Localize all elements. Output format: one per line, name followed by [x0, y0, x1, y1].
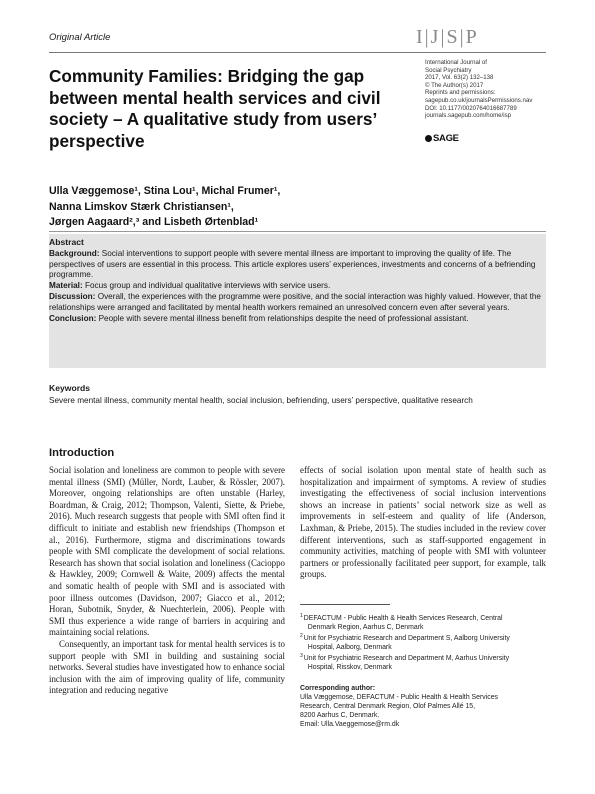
footnote-item	[300, 614, 546, 632]
footnote-divider	[300, 604, 390, 605]
sage-s-icon	[425, 135, 432, 142]
abstract-divider	[49, 231, 546, 232]
journal-home-link[interactable]: journals.sagepub.com/home/isp	[425, 112, 512, 120]
abstract-text: Focus group and individual qualitative interviews with service users.	[82, 281, 331, 291]
pubinfo-link[interactable]: sagepub.co.uk/journalsPermissions.nav	[425, 96, 533, 104]
corresponding-author-line: Research, Central Denmark Region, Olof Palmes Allé 15,	[300, 703, 476, 710]
publisher-logo	[425, 133, 459, 144]
abstract-heading: Abstract	[49, 237, 84, 247]
abstract-conclusion	[49, 314, 546, 325]
footnote-number: 2	[300, 633, 303, 639]
affiliation-footnotes	[300, 614, 546, 674]
author-list	[49, 184, 449, 231]
pubinfo-line: © The Author(s) 2017	[425, 81, 484, 89]
footnote-line: Hospital, Aalborg, Denmark	[307, 644, 392, 651]
author-line: Jørgen Aagaard²,³ and Lisbeth Ørtenblad¹	[49, 216, 259, 229]
footnote-line: DEFACTUM - Public Health & Health Services Research, Central	[303, 615, 503, 622]
abstract-label: Discussion:	[49, 291, 96, 301]
abstract-text: Social interventions to support people with severe mental illness are important to improving the quality of life. The perspectives of users are essential in this process. This article explores users’ experiences, investments and concerns of a befriending programme.	[49, 248, 536, 280]
article-type-label: Original Article	[49, 32, 111, 43]
pubinfo-line: 2017, Vol. 63(2) 132–138	[425, 74, 494, 82]
doi-link[interactable]: DOI: 10.1177/0020764016687789	[425, 104, 517, 112]
corresponding-author-line: 8200 Aarhus C, Denmark.	[300, 712, 380, 719]
keywords-heading: Keywords	[49, 383, 91, 393]
abstract-material	[49, 281, 546, 292]
corresponding-author	[300, 684, 546, 729]
body-paragraph: Consequently, an important task for mental health services is to support people with SMI in building and sustaining social networks. Several studies have investigated how to enhance social inclusion with the aim of improving quality of life, community integration and reducing negative	[49, 638, 285, 696]
author-line: Ulla Væggemose¹, Stina Lou¹, Michal Frumer¹,	[49, 185, 281, 197]
header-divider	[49, 52, 546, 53]
publication-info	[425, 59, 585, 120]
publisher-logo-text: SAGE	[433, 133, 459, 144]
footnote-line: Hospital, Risskov, Denmark	[307, 664, 392, 671]
pubinfo-line: Social Psychiatry	[425, 66, 472, 74]
abstract-box	[49, 234, 546, 368]
corresponding-author-heading: Corresponding author:	[300, 685, 376, 692]
introduction-heading: Introduction	[49, 447, 115, 459]
footnote-number: 1	[300, 613, 303, 619]
abstract-label: Material:	[49, 281, 83, 291]
corresponding-author-line: Ulla Væggemose, DEFACTUM - Public Health & Health Services	[300, 694, 498, 701]
abstract-text: Overall, the experiences with the programme were positive, and the social interaction was highly valued. However, that the relationships were arranged and facilitated by mental health workers remained an unresolved concern even after several years.	[49, 291, 541, 312]
body-column-left	[49, 465, 285, 697]
footnote-number: 3	[300, 653, 303, 659]
article-title: Community Families: Bridging the gap between mental health services and civil society – A qualitative study from users’ perspective	[49, 66, 381, 151]
abstract-text: People with severe mental illness benefit from relationships despite the need of professional assistant.	[96, 313, 469, 323]
pubinfo-line: International Journal of	[425, 59, 487, 66]
body-column-right	[300, 465, 546, 581]
footnote-item	[300, 654, 546, 672]
author-line: Nanna Limskov Stærk Christiansen¹,	[49, 200, 234, 213]
abstract-label: Background:	[49, 248, 100, 258]
abstract-discussion	[49, 292, 546, 314]
footnote-line: Unit for Psychiatric Research and Department S, Aalborg University	[303, 635, 510, 642]
body-paragraph: Social isolation and loneliness are common to people with severe mental illness (SMI) (Müller, Nordt, Lauber, & Rössler, 2007). Moreover, ongoing relationships are often unstable (Harley, Boardman, & Craig, 2012; Thompson, Valenti, Siette, & Priebe, 2016). Much research suggests that people with SMI often find it difficult to initiate and establish new friendships (Thompson et al., 2016). Furthermore, stigma and discriminations towards people with SMI complicate the development of social relations. Research has shown that social isolation and loneliness (Cacioppo & Hawkley, 2009; Cornwell & Waite, 2009) affects the mental and somatic health of people with SMI and is associated with poor illness outcomes (Davidson, 2007; Giacco et al., 2012; Horan, Subotnik, Snyder, & Nuechterlein, 2006). People with SMI thus experience a wide range of barriers in acquiring and maintaining social relations.	[49, 465, 285, 638]
footnote-item	[300, 634, 546, 652]
footnote-line: Unit for Psychiatric Research and Department M, Aarhus University	[303, 655, 510, 662]
pubinfo-line: Reprints and permissions:	[425, 89, 496, 97]
footnote-line: Denmark Region, Aarhus C, Denmark	[307, 624, 424, 631]
abstract-label: Conclusion:	[49, 313, 97, 323]
abstract-background	[49, 249, 546, 281]
journal-logo: I|J|S|P	[416, 26, 479, 48]
keywords-text: Severe mental illness, community mental health, social inclusion, befriending, users’ perspective, qualitative research	[49, 396, 473, 405]
corresponding-author-email[interactable]: Email: Ulla.Vaeggemose@rm.dk	[300, 721, 400, 728]
body-paragraph: effects of social isolation upon mental state of health such as hospitalization and impairment of symptoms. A review of studies investigating the effectiveness of social inclusion interventions shows an increase in patients’ social network size as well as improvements in self-esteem and quality of life (Anderson, Laxhman, & Priebe, 2015). The studies included in the review cover different interventions, such as staff-supported engagement in community activities, matching of people with SMI with volunteer partners or professionally facilitated peer support, for example, talk groups.	[300, 465, 546, 580]
